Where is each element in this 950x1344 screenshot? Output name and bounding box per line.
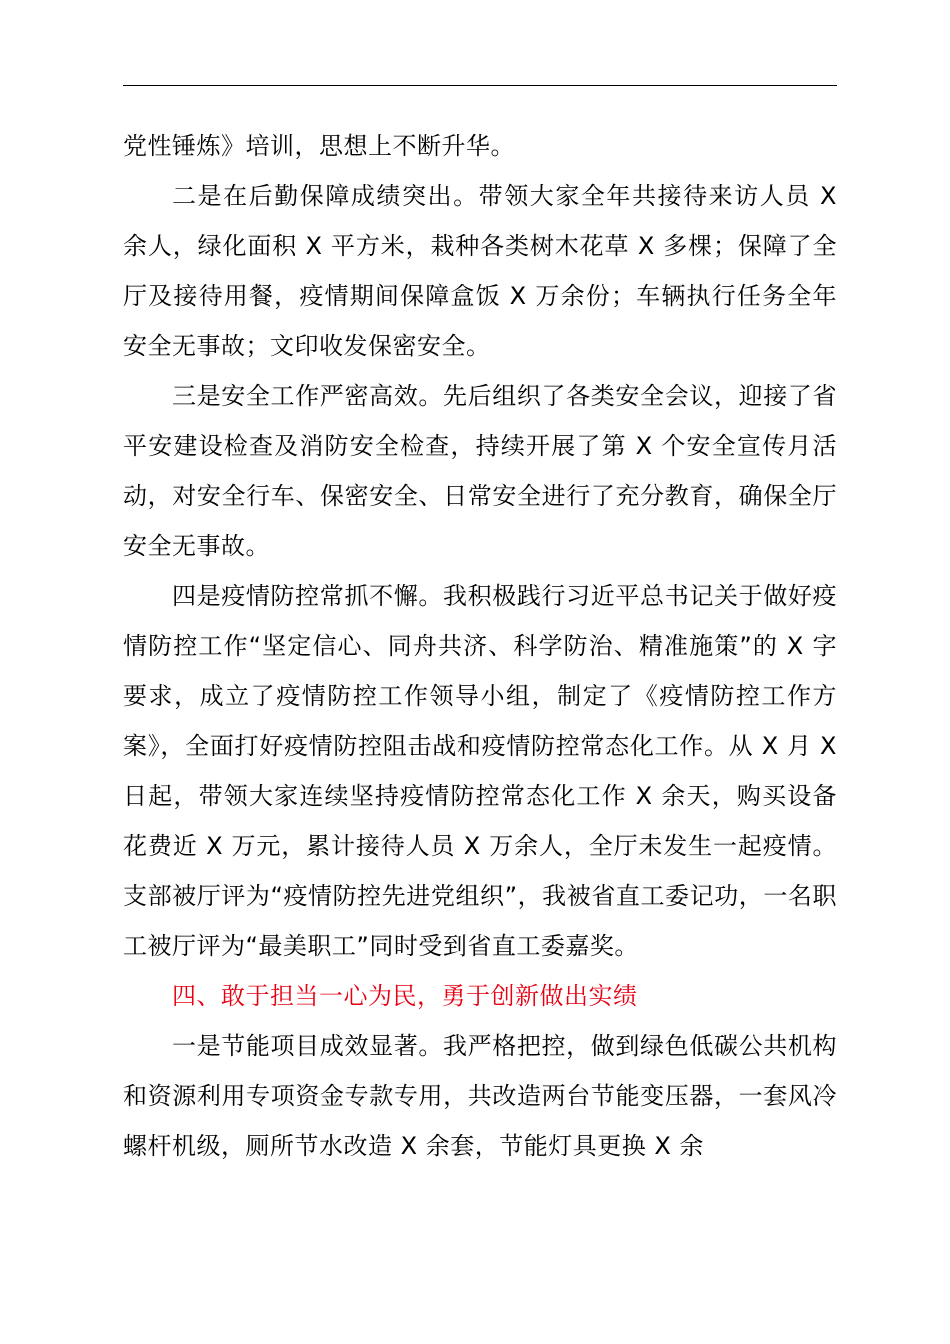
section-heading: 四、敢于担当一心为民，勇于创新做出实绩 xyxy=(172,982,638,1010)
paragraph-energy: 一是节能项目成效显著。我严格把控，做到绿色低碳公共机构和资源利用专项资金专款专用，共改造两台节能变压器，一套风冷螺杆机级，厕所节水改造 X 余套，节能灯具更换 X 余 xyxy=(123,1032,837,1160)
paragraph-continuation: 党性锤炼》培训，思想上不断升华。 xyxy=(123,132,515,160)
document-body xyxy=(123,121,837,1171)
paragraph-safety: 三是安全工作严密高效。先后组织了各类安全会议，迎接了省平安建设检查及消防安全检查，持续开展了第 X 个安全宣传月活动，对安全行车、保密安全、日常安全进行了充分教育，确保全厅安全无事故。 xyxy=(123,382,837,560)
paragraph-logistics: 二是在后勤保障成绩突出。带领大家全年共接待来访人员 X 余人，绿化面积 X 平方米，栽种各类树木花草 X 多棵；保障了全厅及接待用餐，疫情期间保障盒饭 X 万余份；车辆执行任务全年安全无事故；文印收发保密安全。 xyxy=(123,182,837,360)
header-rule xyxy=(123,85,837,86)
paragraph-epidemic: 四是疫情防控常抓不懈。我积极践行习近平总书记关于做好疫情防控工作“坚定信心、同舟共济、科学防治、精准施策”的 X 字要求，成立了疫情防控工作领导小组，制定了《疫情防控工作方案》，全面打好疫情防控阻击战和疫情防控常态化工作。从 X 月 X 日起，带领大家连续坚持疫情防控常态化工作 X 余天，购买设备花费近 X 万元，累计接待人员 X 万余人，全厅未发生一起疫情。支部被厅评为“疫情防控先进党组织”，我被省直工委记功，一名职工被厅评为“最美职工”同时受到省直工委嘉奖。 xyxy=(123,582,837,960)
